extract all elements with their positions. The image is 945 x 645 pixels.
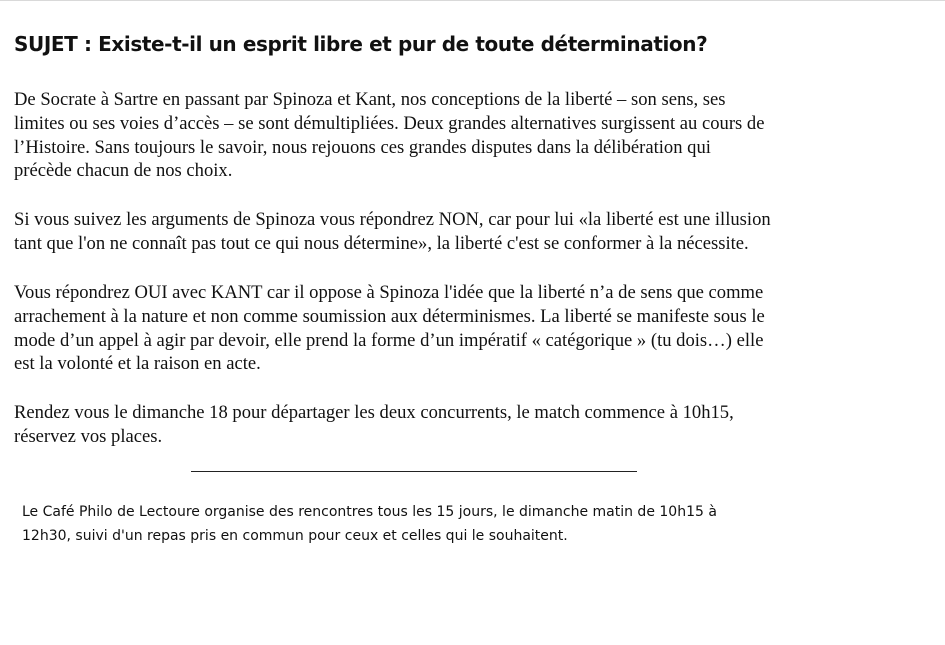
paragraph-kant xyxy=(14,281,919,376)
page-title: SUJET : Existe-t-il un esprit libre et pur de toute détermination? xyxy=(14,32,708,56)
text-line: De Socrate à Sartre en passant par Spinoza et Kant, nos conceptions de la liberté – son sens, ses xyxy=(14,89,726,110)
text-line: arrachement à la nature et non comme soumission aux déterminismes. La liberté se manifeste sous le xyxy=(14,305,765,327)
paragraph-rendezvous xyxy=(14,401,919,449)
text-line: Rendez vous le dimanche 18 pour départager les deux concurrents, le match commence à 10h15, xyxy=(14,402,734,423)
text-line: tant que l'on ne connaît pas tout ce qui nous détermine», la liberté c'est se conformer à la nécessite. xyxy=(14,232,749,254)
footer-note xyxy=(22,500,717,548)
paragraph-intro xyxy=(14,88,919,183)
text-line: Vous répondrez OUI avec KANT car il oppose à Spinoza l'idée que la liberté n’a de sens que comme xyxy=(14,282,764,303)
text-line: mode d’un appel à agir par devoir, elle prend la forme d’un impératif « catégorique » (tu dois…) elle xyxy=(14,329,764,351)
text-line: réservez vos places. xyxy=(14,425,163,447)
text-line: précède chacun de nos choix. xyxy=(14,160,233,182)
paragraph-spinoza xyxy=(14,208,919,256)
text-line: l’Histoire. Sans toujours le savoir, nous rejouons ces grandes disputes dans la délibération qui xyxy=(14,136,711,158)
divider xyxy=(191,471,637,472)
text-line: limites ou ses voies d’accès – se sont démultipliées. Deux grandes alternatives surgissent au cours de xyxy=(14,112,765,134)
text-line: est la volonté et la raison en acte. xyxy=(14,353,261,375)
footer-line: Le Café Philo de Lectoure organise des rencontres tous les 15 jours, le dimanche matin de 10h15 à xyxy=(22,504,717,520)
footer-line: 12h30, suivi d'un repas pris en commun pour ceux et celles qui le souhaitent. xyxy=(22,528,568,544)
text-line: Si vous suivez les arguments de Spinoza vous répondrez NON, car pour lui «la liberté est une illusion xyxy=(14,209,771,230)
